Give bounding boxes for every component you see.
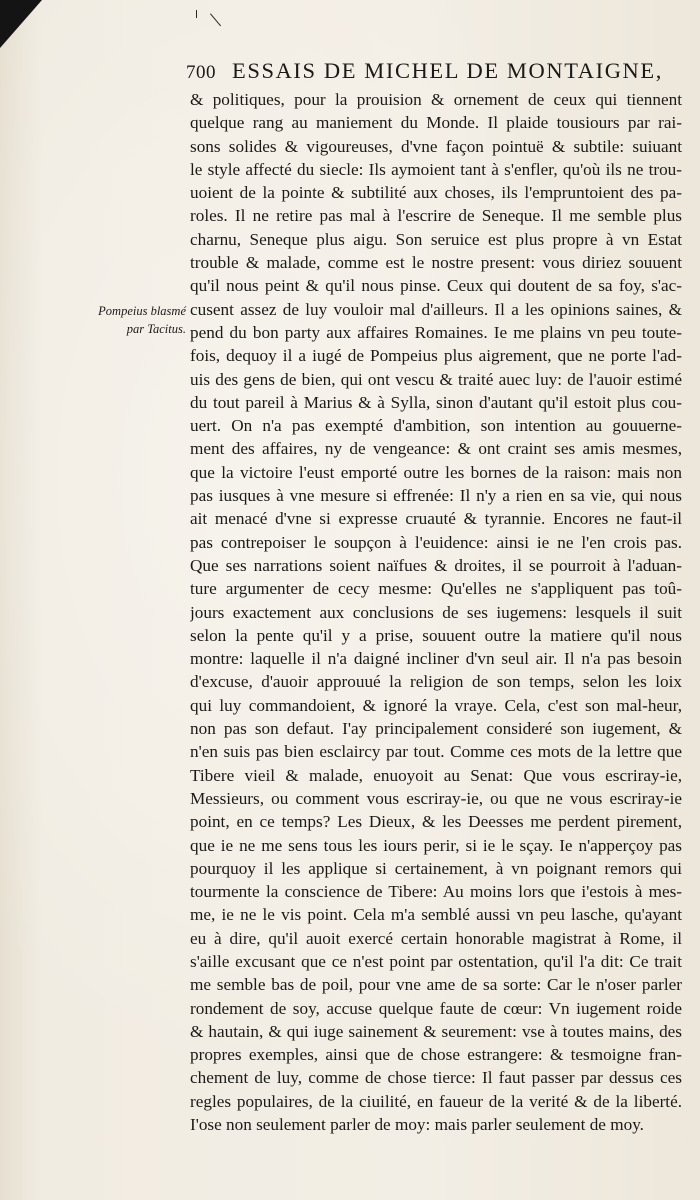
text-line: Messieurs, ou comment vous escriray-ie, ou que ne vous escriray-ie xyxy=(190,788,682,808)
margin-note-line: par Tacitus. xyxy=(126,322,186,336)
text-line: jours exactement aux conclusions de ses iugemens: lesquels il suit xyxy=(190,602,682,622)
text-line: pend du bon party aux affaires Romaines. Ie me plains vn peu toute- xyxy=(190,322,682,342)
text-line: pourquoy il les applique si certainement, à vn poignant remors qui xyxy=(190,858,682,878)
text-line: quelque rang au maniement du Monde. Il plaide tousiours par rai- xyxy=(190,113,682,133)
text-line: ture argumenter de cecy mesme: Qu'elles ne s'appliquent pas toû- xyxy=(190,579,682,599)
text-line: me, ie ne le vis point. Cela m'a semblé aussi vn peu lasche, qu'ayant xyxy=(190,905,682,925)
text-line: roles. Il ne retire pas mal à l'escrire de Seneque. Il me semble plus xyxy=(190,206,682,226)
text-line: que ie ne me sens tous les iours perir, si ie le sçay. Ie n'apperçoy pas xyxy=(190,835,682,855)
text-line: charnu, Seneque plus aigu. Son seruice est plus propre à vn Estat xyxy=(190,229,682,249)
text-line: uert. On n'a pas exempté d'ambition, son intention au gouuerne- xyxy=(190,416,682,436)
text-line: eu à dire, qu'il auoit exercé certain honorable magistrat à Rome, il xyxy=(190,928,682,948)
text-line: le style affecté du siecle: Ils aymoient tant à s'enfler, qu'où ils ne trou- xyxy=(190,159,682,179)
text-line: qu'il nous peint & qu'il nous pinse. Ceux qui doutent de sa foy, s'ac- xyxy=(190,276,682,296)
running-title: ESSAIS DE MICHEL DE MONTAIGNE, xyxy=(232,58,663,83)
text-line: uoient de la pointe & subtilité aux choses, ils l'empruntoient des pa- xyxy=(190,183,682,203)
text-line: d'excuse, d'auoir approuué la religion de son temps, selon les loix xyxy=(190,672,682,692)
text-line: n'en suis pas bien esclaircy par tout. Comme ces mots de la lettre que xyxy=(190,742,682,762)
text-line: montre: laquelle il n'a daigné incliner d'vn seul air. Il n'a pas besoin xyxy=(190,649,682,669)
margin-note xyxy=(78,302,186,338)
text-line: chement de luy, comme de chose tierce: Il faut passer par dessus ces xyxy=(190,1068,682,1088)
text-line: uis des gens de bien, qui ont vescu & traité auec luy: de l'auoir estimé xyxy=(190,369,682,389)
paper-mark xyxy=(210,13,221,26)
text-line: & hautain, & qui iuge sainement & seurement: vse à toutes mains, des xyxy=(190,1021,682,1041)
paper-mark xyxy=(196,10,197,18)
text-line: rondement de soy, accuse quelque faute de cœur: Vn iugement roide xyxy=(190,998,682,1018)
text-line: I'ose non seulement parler de moy: mais parler seulement de moy. xyxy=(190,1115,644,1135)
text-line: sons solides & vigoureuses, d'vne façon pointuë & subtile: suiuant xyxy=(190,136,682,156)
running-header xyxy=(186,58,663,88)
text-line: tourmente la conscience de Tibere: Au moins lors que i'estois à mes- xyxy=(190,882,682,902)
margin-note-line: Pompeius blasmé xyxy=(98,304,186,318)
text-line: que la victoire l'eust emporté outre les bornes de la raison: mais non xyxy=(190,462,682,482)
text-line: & politiques, pour la prouision & ornement de ceux qui tiennent xyxy=(190,90,682,109)
text-line: s'aille excusant que ce n'est point par ostentation, qu'il l'a dit: Ce trait xyxy=(190,951,682,971)
text-line: Tibere vieil & malade, enuoyoit au Senat: Que vous escriray-ie, xyxy=(190,765,682,785)
text-line: du tout pareil à Marius & à Sylla, sinon d'autant qu'il estoit plus cou- xyxy=(190,392,682,412)
text-line: cusent assez de luy vouloir mal d'ailleurs. Il a les opinions saines, & xyxy=(190,299,682,319)
text-line: qui luy commandoient, & ignoré la vraye. Cela, c'est son mal-heur, xyxy=(190,695,682,715)
body-text xyxy=(190,88,682,1136)
text-line: trouble & malade, comme est le nostre present: vous diriez souuent xyxy=(190,253,682,273)
text-line: propres exemples, ainsi que de chose estrangere: & tesmoigne fran- xyxy=(190,1045,682,1065)
text-line: me semble bas de poil, pour vne ame de sa sorte: Car le n'oser parler xyxy=(190,975,682,995)
text-line: ment des affaires, ny de vengeance: & ont craint ses amis mesmes, xyxy=(190,439,682,459)
page-number: 700 xyxy=(186,62,216,83)
text-line: pas iusques à vne mesure si effrenée: Il n'y a rien en sa vie, qui nous xyxy=(190,486,682,506)
text-line: selon la pente qu'il y a prise, souuent outre la matiere qu'il nous xyxy=(190,625,682,645)
text-line: Que ses narrations soient naïfues & droites, il se pourroit à l'aduan- xyxy=(190,555,682,575)
text-line: fois, dequoy il a iugé de Pompeius plus aigrement, que ne porte l'ad- xyxy=(190,346,682,366)
dark-corner-shadow xyxy=(0,0,42,48)
text-line: pas contrepoiser le soupçon à l'euidence: ainsi ie ne l'en crois pas. xyxy=(190,532,682,552)
text-line: regles populaires, de la ciuilité, en faueur de la verité & de la liberté. xyxy=(190,1091,682,1111)
text-line: point, en ce temps? Les Dieux, & les Deesses me perdent pirement, xyxy=(190,812,682,832)
text-line: non pas son defaut. I'ay principalement consideré son iugement, & xyxy=(190,719,682,739)
text-line: ait menacé d'vne si expresse cruauté & tyrannie. Encores ne faut-il xyxy=(190,509,682,529)
